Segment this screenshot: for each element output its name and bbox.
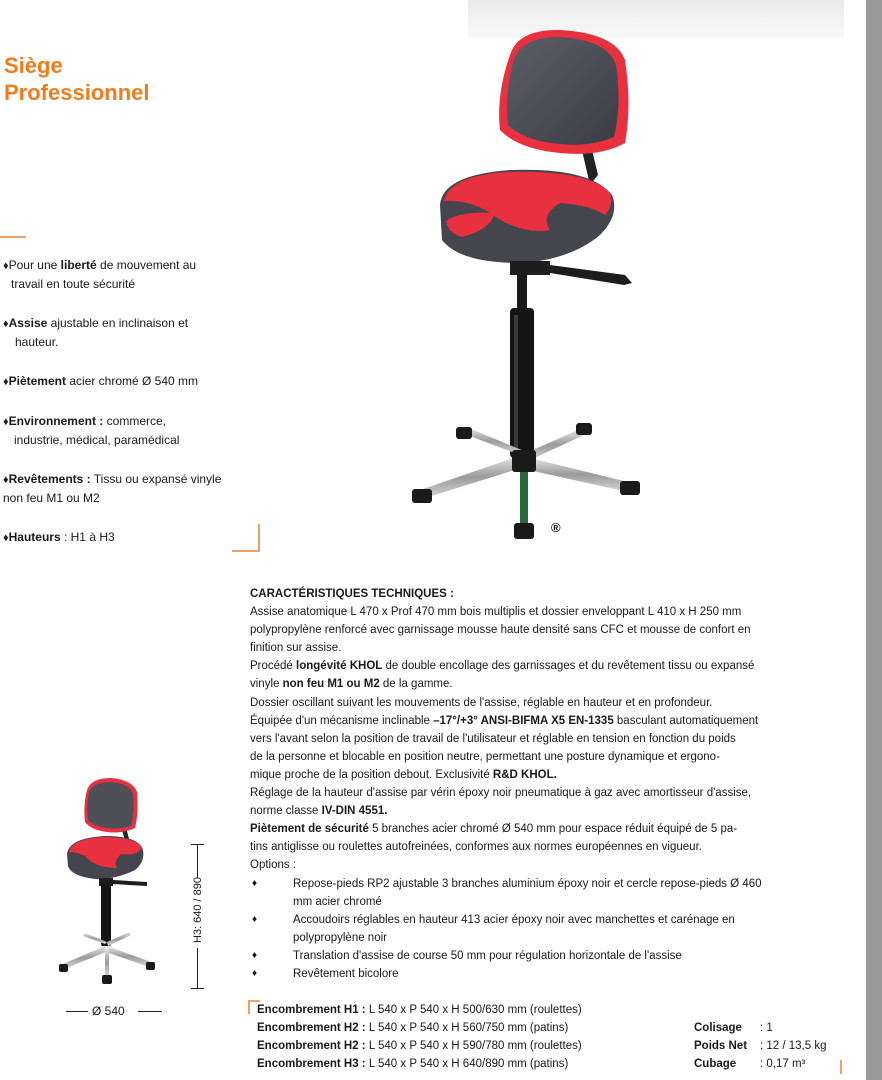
feature-item	[3, 372, 253, 391]
option-text: Revêtement bicolore	[293, 967, 399, 980]
spec-line	[250, 766, 840, 784]
option-item	[250, 965, 840, 983]
feature-text: commerce,	[103, 414, 166, 428]
bullet-diamond-icon: ♦	[252, 877, 258, 889]
spec-line: Assise anatomique L 470 x Prof 470 mm bois multiplis et dossier enveloppant L 410 x H 250 mm	[250, 606, 742, 619]
registered-mark: ®	[551, 520, 561, 535]
feature-text: acier chromé Ø 540 mm	[65, 374, 199, 388]
dimension-arrow	[138, 1011, 162, 1012]
packing-value: : 0,17 m³	[760, 1058, 806, 1070]
spec-text: Équipée d'un mécanisme inclinable	[250, 714, 434, 727]
feature-bold: liberté	[60, 258, 97, 272]
bullet-diamond-icon: ♦	[252, 913, 258, 925]
feature-text-line2: hauteur.	[15, 335, 59, 349]
bullet-diamond-icon: ♦	[3, 416, 9, 428]
bullet-diamond-icon: ♦	[252, 949, 258, 961]
feature-text-line2: travail en toute sécurité	[11, 277, 136, 291]
diameter-dimension	[66, 1004, 166, 1020]
option-text: Accoudoirs réglables en hauteur 413 acier époxy noir avec manchettes et carénage en	[293, 913, 735, 926]
spec-line	[250, 675, 840, 693]
spec-line: de la personne et blocable en position neutre, permettant une posture dynamique et ergono-	[250, 750, 720, 763]
feature-text: de mouvement au	[96, 258, 197, 272]
packing-value: : 12 / 13,5 kg	[760, 1040, 827, 1052]
encombrement-label: Encombrement H2 :	[257, 1040, 366, 1052]
spec-line: finition sur assise.	[250, 642, 342, 655]
bullet-diamond-icon: ♦	[3, 260, 9, 272]
option-text: Repose-pieds RP2 ajustable 3 branches aluminium époxy noir et cercle repose-pieds Ø 460	[293, 877, 762, 890]
feature-item	[3, 470, 253, 507]
feature-item	[3, 412, 253, 449]
encombrement-list	[257, 1001, 582, 1073]
option-item	[250, 911, 840, 947]
feature-text-line2: non feu M1 ou M2	[3, 491, 100, 505]
spec-line: vers l'avant selon la position de travail de l'utilisateur et réglable en tension en fonction du poids	[250, 732, 736, 745]
corner-bracket	[840, 1060, 842, 1074]
option-text: mm acier chromé	[293, 895, 382, 908]
feature-text: Tissu ou expansé vinyle	[90, 472, 222, 486]
height-dimension	[188, 836, 208, 996]
spec-bold: non feu M1 ou M2	[282, 678, 380, 691]
feature-bold: Piètement	[8, 374, 66, 388]
encombrement-label: Encombrement H2 :	[257, 1022, 366, 1034]
diameter-dimension-label: Ø 540	[92, 1004, 125, 1018]
option-text: polypropylène noir	[293, 931, 387, 944]
spec-line	[250, 802, 840, 820]
packing-label: Colisage	[694, 1022, 742, 1034]
dimension-arrow	[66, 1011, 88, 1012]
spec-text: basculant automatiquement	[613, 714, 759, 727]
spec-text: mique proche de la position debout. Exclusivité	[250, 768, 493, 781]
encombrement-value: L 540 x P 540 x H 560/750 mm (patins)	[365, 1022, 569, 1034]
feature-bold: Hauteurs	[8, 530, 61, 544]
encombrement-value: L 540 x P 540 x H 640/890 mm (patins)	[365, 1058, 569, 1070]
feature-text: ajustable en inclinaison et	[47, 316, 189, 330]
spec-text: norme classe	[250, 805, 322, 818]
spec-line: Dossier oscillant suivant les mouvements de l'assise, réglable en hauteur et en profondeur.	[250, 696, 713, 709]
bullet-diamond-icon: ♦	[3, 376, 9, 388]
encombrement-row	[257, 1055, 582, 1073]
options-label: Options :	[250, 859, 297, 872]
feature-bold: Revêtements :	[8, 472, 91, 486]
right-edge-bar	[866, 0, 882, 1080]
option-item	[250, 947, 840, 965]
encombrement-row	[257, 1037, 582, 1055]
packing-label: Poids Net	[694, 1040, 748, 1052]
feature-text: : H1 à H3	[60, 530, 115, 544]
corner-bracket	[232, 524, 260, 552]
spec-bold: Piètement de sécurité	[250, 823, 369, 836]
bullet-diamond-icon: ♦	[252, 967, 258, 979]
spec-bold: IV-DIN 4551.	[321, 805, 388, 818]
option-item	[250, 875, 840, 911]
bullet-diamond-icon: ♦	[3, 532, 9, 544]
title-line-1: Siège	[4, 53, 63, 78]
spec-text: 5 branches acier chromé Ø 540 mm pour espace réduit équipé de 5 pa-	[368, 823, 738, 836]
feature-text: Pour une	[8, 258, 61, 272]
packing-label: Cubage	[694, 1058, 737, 1070]
encombrement-label: Encombrement H1 :	[257, 1004, 366, 1016]
feature-item	[3, 314, 253, 351]
encombrement-label: Encombrement H3 :	[257, 1058, 366, 1070]
bullet-diamond-icon: ♦	[3, 318, 9, 330]
bullet-diamond-icon: ♦	[3, 474, 9, 486]
spec-line: Réglage de la hauteur d'assise par vérin époxy noir pneumatique à gaz avec amortisseur d'assise,	[250, 787, 752, 800]
spec-bold: –17°/+3° ANSI-BIFMA X5 EN-1335	[433, 714, 614, 727]
encombrement-row	[257, 1019, 582, 1037]
corner-line-top-left	[0, 236, 26, 238]
dimension-line	[197, 948, 198, 988]
feature-bold: Assise	[8, 316, 48, 330]
feature-item	[3, 528, 253, 547]
spec-line: tins antiglisse ou roulettes autofreinées, conformes aux normes européennes en vigueur.	[250, 841, 702, 854]
title-line-2: Professionnel	[4, 80, 150, 105]
feature-bold: Environnement :	[8, 414, 104, 428]
spec-line: polypropylène renforcé avec garnissage mousse haute densité sans CFC et mousse de confort en	[250, 624, 751, 637]
chair-photo	[400, 25, 660, 550]
spec-bold: longévité KHOL	[296, 660, 383, 673]
feature-text-line2: industrie, médical, paramédical	[14, 433, 180, 447]
encombrement-value: L 540 x P 540 x H 590/780 mm (roulettes)	[365, 1040, 582, 1052]
specs-heading: CARACTÉRISTIQUES TECHNIQUES :	[250, 588, 454, 600]
dimension-tick	[191, 988, 204, 989]
technical-specifications	[250, 585, 840, 983]
feature-item	[3, 256, 253, 293]
option-text: Translation d'assise de course 50 mm pour régulation horizontale de l'assise	[293, 949, 682, 962]
spec-text: de double encollage des garnissages et du revêtement tissu ou expansé	[382, 660, 755, 673]
spec-text: de la gamme.	[379, 678, 453, 691]
chair-dimension-photo	[55, 776, 165, 986]
spec-bold: R&D KHOL.	[492, 768, 557, 781]
encombrement-row	[257, 1001, 582, 1019]
spec-line	[250, 657, 840, 675]
spec-text: Procédé	[250, 660, 297, 673]
encombrement-value: L 540 x P 540 x H 500/630 mm (roulettes)	[365, 1004, 582, 1016]
page-title	[4, 52, 149, 106]
packing-value: : 1	[760, 1022, 773, 1034]
spec-text: vinyle	[250, 678, 283, 691]
spec-line	[250, 712, 840, 730]
height-dimension-label: H3: 640 / 890	[192, 876, 204, 944]
spec-line	[250, 820, 840, 838]
